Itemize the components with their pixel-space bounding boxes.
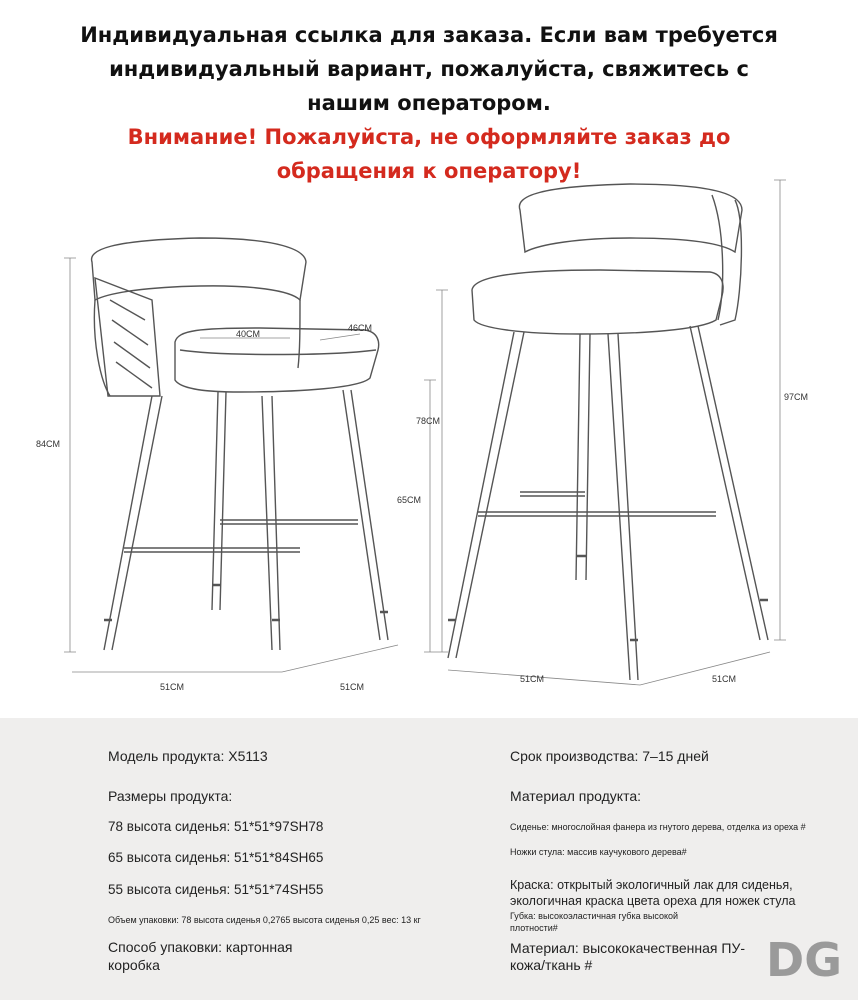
size-65: 65 высота сиденья: 51*51*84SH65: [108, 850, 324, 865]
packing-method: Способ упаковки: картонная коробка: [108, 939, 293, 973]
notice-line-3: нашим оператором.: [307, 91, 551, 115]
production-time: Срок производства: 7–15 дней: [510, 748, 709, 764]
product-specs-panel: [0, 718, 858, 1000]
small-stool-drawing: [92, 238, 388, 650]
dim-large-depth: 51CM: [712, 674, 737, 684]
dim-seat-width: 40CM: [236, 329, 261, 339]
dim-small-depth: 51CM: [340, 682, 365, 692]
size-78: 78 высота сиденья: 51*51*97SH78: [108, 819, 324, 834]
sizes-title: Размеры продукта:: [108, 788, 233, 804]
brand-logo: [766, 928, 842, 986]
logo-text: DG: [766, 933, 842, 986]
seat-material: Сиденье: многослойная фанера из гнутого дерева, отделка из ореха #: [510, 822, 806, 832]
dim-large-total-height: 97CM: [784, 392, 809, 402]
paint-material: Краска: открытый экологичный лак для сиденья, экологичная краска цвета ореха для ножек стула: [510, 878, 796, 908]
dim-large-width: 51CM: [520, 674, 545, 684]
sponge-material: Губка: высокоэластичная губка высокой плотности#: [510, 911, 679, 933]
package-volume: Объем упаковки: 78 высота сиденья 0,2765 высота сиденья 0,25 вес: 13 кг: [108, 915, 421, 925]
dim-small-width: 51CM: [160, 682, 185, 692]
model-text: Модель продукта: X5113: [108, 748, 268, 764]
legs-material: Ножки стула: массив каучукового дерева#: [510, 847, 687, 857]
dim-small-total-height: 84CM: [36, 439, 61, 449]
notice-line-2: индивидуальный вариант, пожалуйста, свяжитесь с: [109, 57, 749, 81]
warning-line-1: Внимание! Пожалуйста, не оформляйте заказ до: [127, 125, 731, 149]
notice-line-1: Индивидуальная ссылка для заказа. Если вам требуется: [80, 23, 778, 47]
warning-line-2: обращения к оператору!: [276, 159, 582, 183]
order-notice: [0, 18, 858, 188]
upholstery-material: Материал: высококачественная ПУ-кожа/ткань #: [510, 940, 745, 973]
size-55: 55 высота сиденья: 51*51*74SH55: [108, 882, 324, 897]
dim-large-seat-height: 78CM: [416, 416, 441, 426]
material-title: Материал продукта:: [510, 788, 642, 804]
dim-seat-depth: 46CM: [348, 323, 373, 333]
dim-small-seat-height: 65CM: [397, 495, 422, 505]
large-stool-drawing: [448, 184, 768, 680]
